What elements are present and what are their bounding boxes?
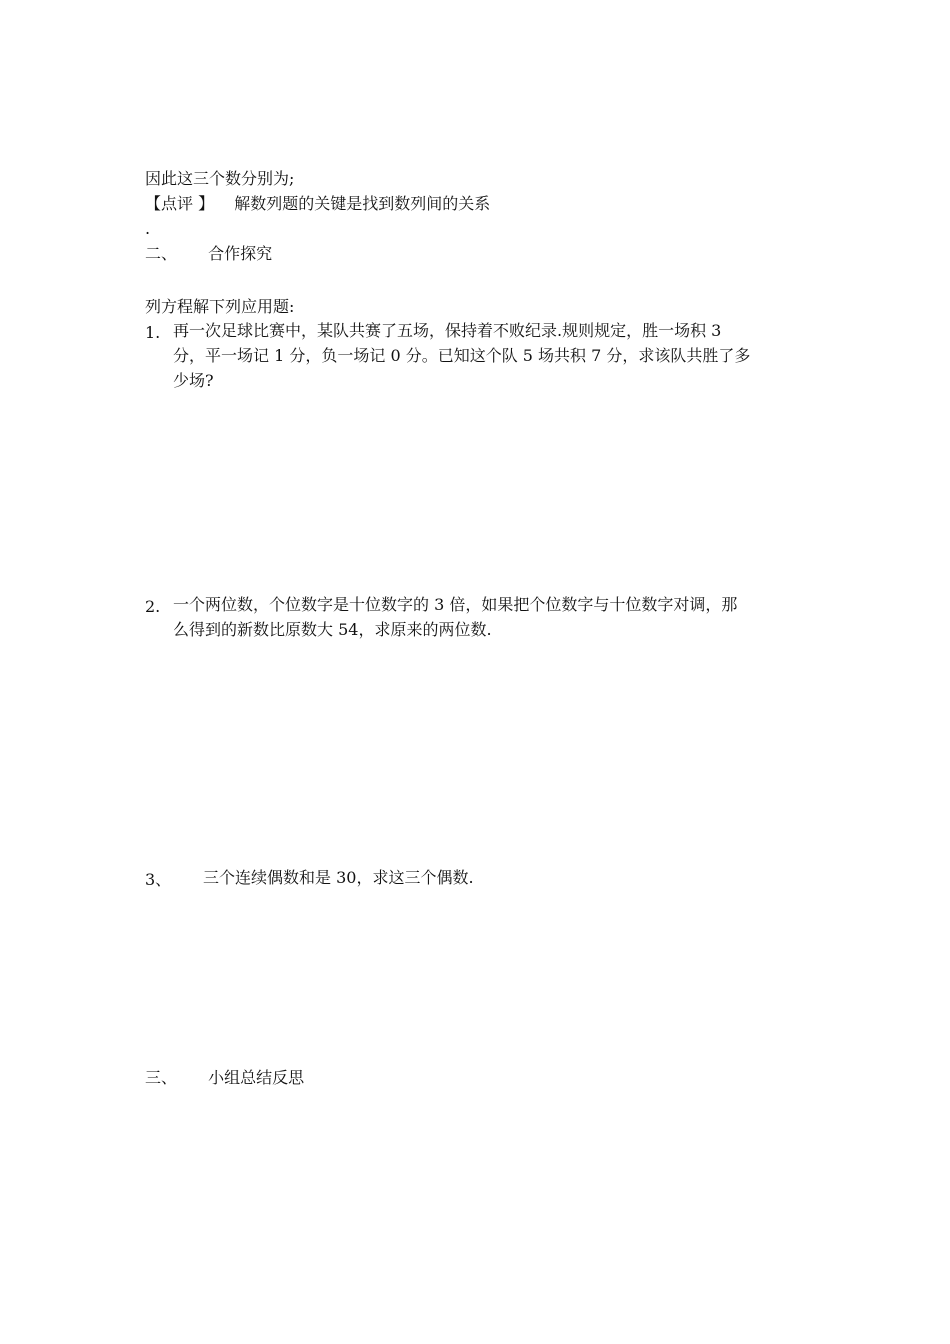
problem-2-line-1: 一个两位数，个位数字是十位数字的 3 倍，如果把个位数字与十位数字对调，那 [173, 595, 738, 614]
problem-1-line-2: 分，平一场记 1 分，负一场记 0 分。已知这个队 5 场共积 7 分，求该队共胜了多 [173, 346, 751, 365]
section-2-title: 合作探究 [208, 244, 273, 263]
problem-1-number: 1. [145, 323, 161, 342]
instruction-text: 列方程解下列应用题: [145, 297, 295, 316]
intro-line [145, 168, 294, 190]
problem-2-line-2: 么得到的新数比原数大 54，求原来的两位数. [173, 620, 492, 639]
problem-1-line-1: 再一次足球比赛中，某队共赛了五场，保持着不败纪录.规则规定，胜一场积 3 [173, 321, 722, 340]
problem-2-number: 2. [145, 597, 161, 616]
problem-3-number: 3、 [145, 870, 172, 889]
problem-1-line-3: 少场? [173, 371, 214, 390]
dot-line [145, 218, 150, 240]
intro-text: 因此这三个数分别为; [145, 169, 295, 188]
dot-mark: . [145, 219, 151, 238]
problem-3-line-1: 三个连续偶数和是 30，求这三个偶数. [203, 868, 474, 887]
comment-label: 【点评 】 [145, 194, 215, 213]
section-2-heading [145, 243, 272, 265]
instruction [145, 296, 294, 318]
comment-line [145, 193, 490, 215]
section-2-number: 二、 [145, 244, 178, 263]
section-3-number: 三、 [145, 1068, 178, 1087]
comment-text: 解数列题的关键是找到数列间的关系 [234, 194, 491, 213]
section-3-title: 小组总结反思 [208, 1068, 305, 1087]
section-3-heading [145, 1067, 304, 1089]
